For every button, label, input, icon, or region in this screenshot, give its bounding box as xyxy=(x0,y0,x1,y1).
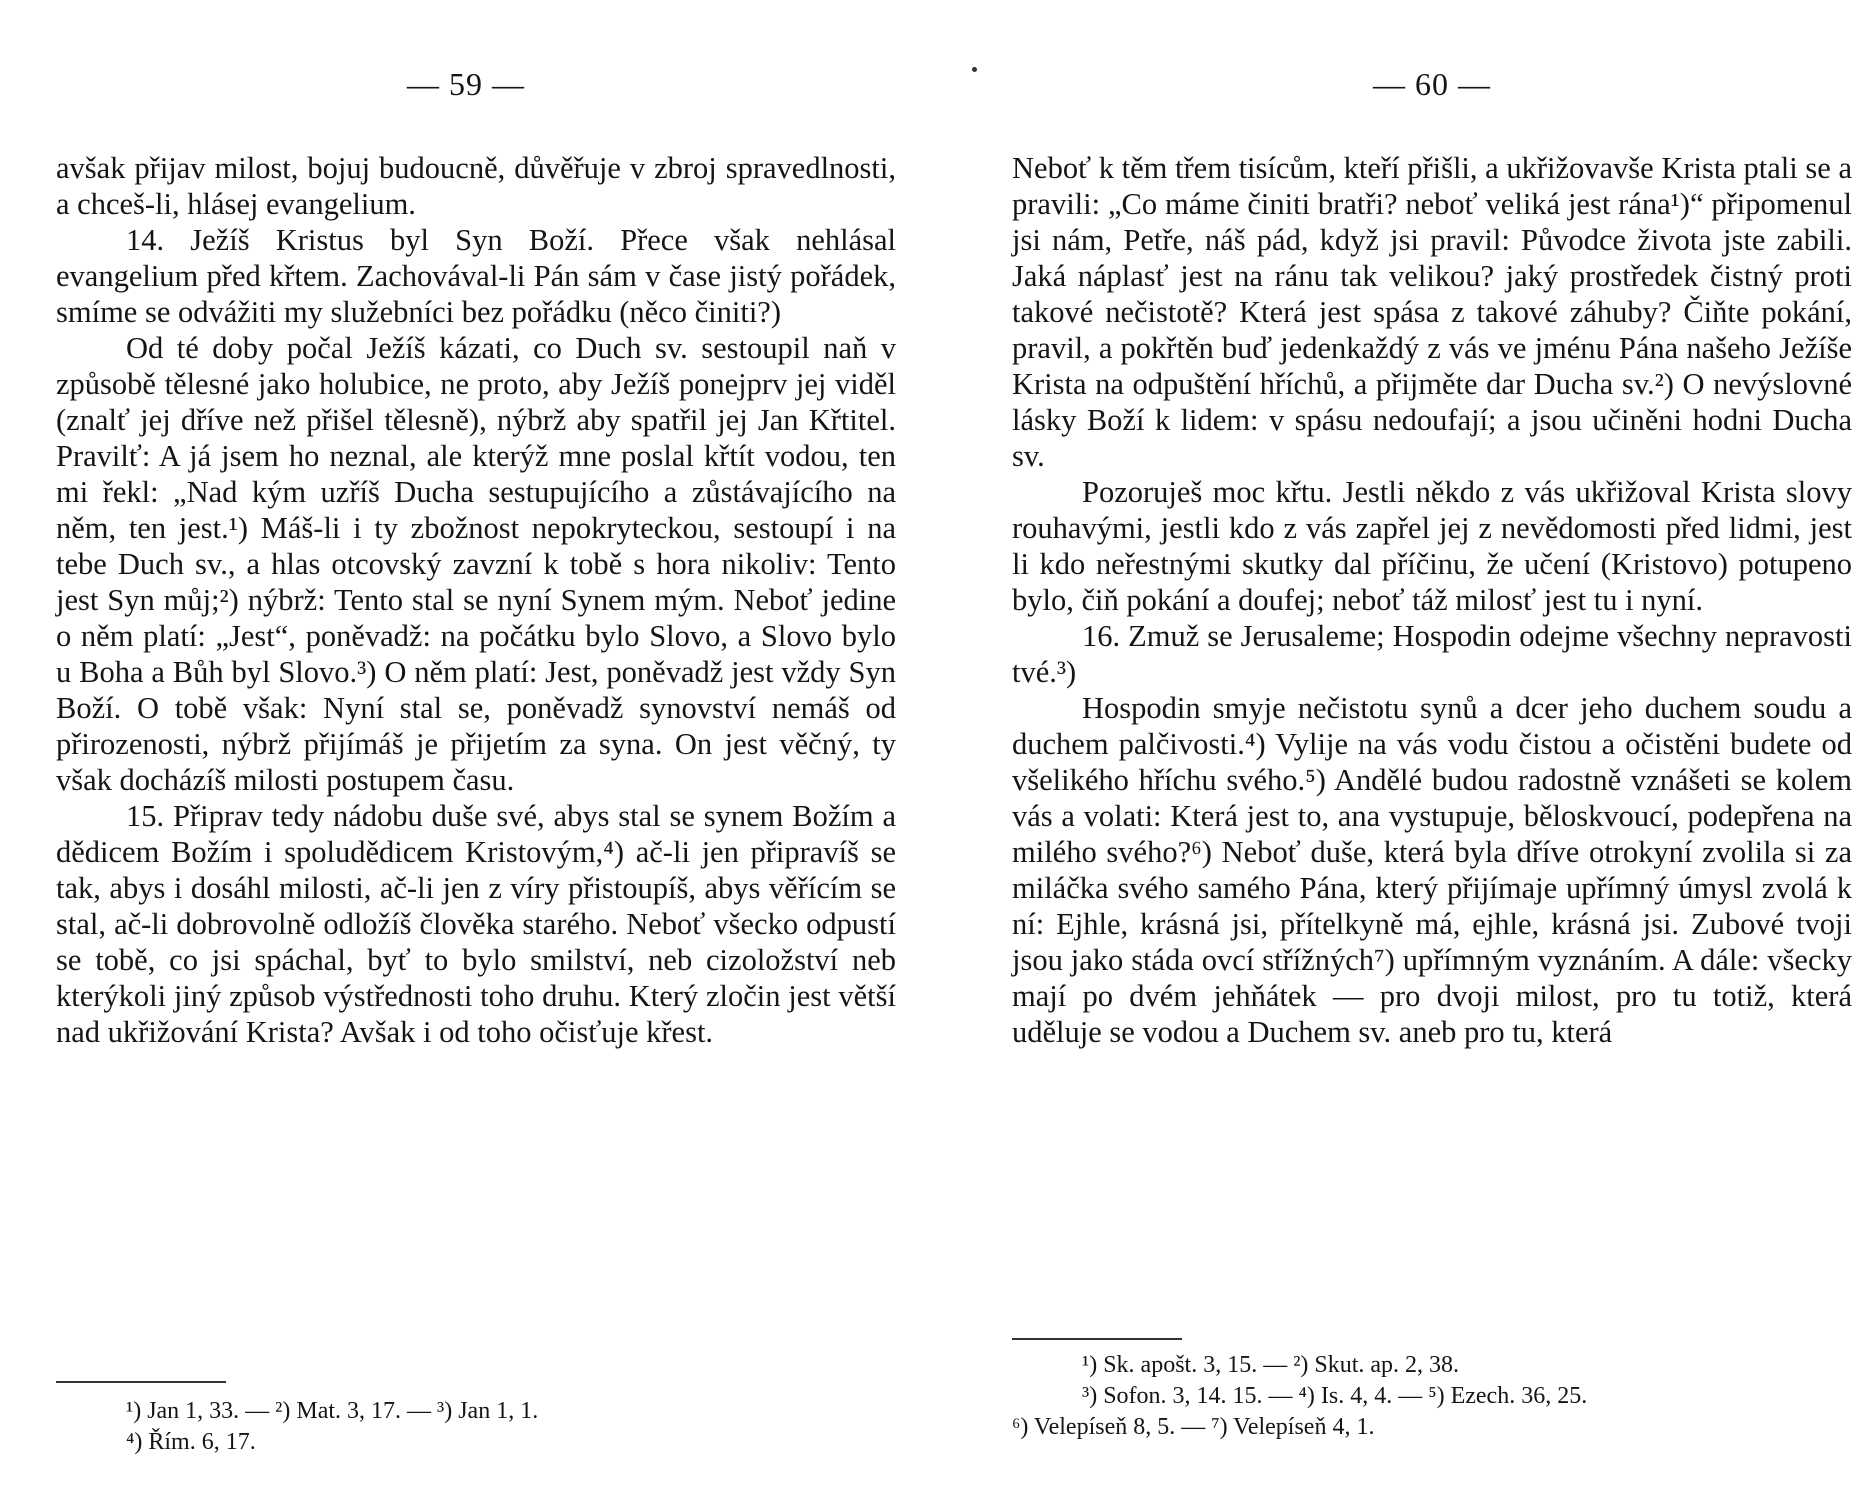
paragraph: avšak přijav milost, bojuj budoucně, důvěřuje v zbroj spravedlnosti, a chceš-li, hlásej evangelium. xyxy=(56,151,896,221)
footnote-line: ⁶) Velepíseň 8, 5. — ⁷) Velepíseň 4, 1. xyxy=(1012,1414,1375,1440)
paragraph: 16. Zmuž se Jerusaleme; Hospodin odejme všechny nepravosti tvé.³) xyxy=(1012,619,1852,689)
right-page xyxy=(1012,0,1852,1500)
footnotes xyxy=(126,1396,896,1458)
footnote-line: ³) Sofon. 3, 14. 15. — ⁴) Is. 4, 4. — ⁵) Ezech. 36, 25. xyxy=(1082,1383,1588,1409)
paragraph: Od té doby počal Ježíš kázati, co Duch sv. sestoupil naň v způsobě tělesné jako holubice, ne proto, aby Ježíš ponejprv jej viděl (znalť jej dříve než přišel tělesně), nýbrž aby spatřil jej Jan Křtitel. Pravilť: A já jsem ho neznal, ale kterýž mne poslal křtít vodou, ten mi řekl: „Nad kým uzříš Ducha sestupujícího a zůstávajícího na něm, ten jest.¹) Máš-li i ty zbožnost nepokryteckou, sestoupí i na tebe Duch sv., a hlas otcovský zavzní k tobě s hora nikoliv: Tento jest Syn můj;²) nýbrž: Tento stal se nyní Synem mým. Neboť jedine o něm platí: „Jest“, poněvadž: na počátku bylo Slovo, a Slovo bylo u Boha a Bůh byl Slovo.³) O něm platí: Jest, poněvadž jest vždy Syn Boží. O tobě však: Nyní stal se, poněvadž synovství nemáš od přirozenosti, nýbrž přijímáš je přijetím za syna. On jest věčný, ty však docházíš milosti postupem času. xyxy=(56,331,896,797)
paragraph: Pozoruješ moc křtu. Jestli někdo z vás ukřižoval Krista slovy rouhavými, jestli kdo z vás zapřel jej z nevědomosti před lidmi, jest li kdo neřestnými skutky dal příčinu, že učení (Kristovo) potupeno bylo, čiň pokání a doufej; neboť táž milosť jest tu i nyní. xyxy=(1012,475,1852,617)
paragraph: 15. Připrav tedy nádobu duše své, abys stal se synem Božím a dědicem Božím i spoludědicem Kristovým,⁴) ač-li jen připravíš se tak, abys i dosáhl milosti, ač-li jen z víry přistoupíš, abys věřícím se stal, ač-li dobrovolně odložíš člověka starého. Neboť všecko odpustí se tobě, co jsi spáchal, byť to bylo smilství, neb cizoložství neb kterýkoli jiný způsob výstřednosti toho druhu. Který zločin jest větší nad ukřižování Krista? Avšak i od toho očisťuje křest. xyxy=(56,799,896,1049)
page-number: — 60 — xyxy=(1373,66,1491,102)
footnote-divider xyxy=(1012,1338,1182,1340)
footnote-line: ⁴) Řím. 6, 17. xyxy=(126,1429,256,1455)
print-speck xyxy=(972,67,977,72)
paragraph: Hospodin smyje nečistotu synů a dcer jeho duchem soudu a duchem palčivosti.⁴) Vylije na vás vodu čistou a očistěni budete od všelikého hříchu svého.⁵) Andělé budou radostně vznášeti se kolem vás a volati: Která jest to, ana vystupuje, běloskvoucí, podepřena na milého svého?⁶) Neboť duše, která byla dříve otrokyní zvolila si za miláčka svého samého Pána, který přijímaje upřímný úmysl zvolá k ní: Ejhle, krásná jsi, přítelkyně má, ejhle, krásná jsi. Zubové tvoji jsou jako stáda ovcí střížných⁷) upřímným vyznáním. A dále: všecky mají po dvém jehňátek — pro dvoji milost, pro tu totiž, která uděluje se vodou a Duchem sv. aneb pro tu, která xyxy=(1012,691,1852,1049)
footnote-line: ¹) Jan 1, 33. — ²) Mat. 3, 17. — ³) Jan 1, 1. xyxy=(126,1398,539,1424)
footnotes xyxy=(1012,1350,1852,1443)
page-number: — 59 — xyxy=(407,66,525,102)
page-body xyxy=(1012,150,1852,1050)
left-page xyxy=(56,0,896,1500)
page-body xyxy=(56,150,896,1050)
paragraph: Neboť k těm třem tisícům, kteří přišli, a ukřižovavše Krista ptali se a pravili: „Co máme činiti bratři? neboť veliká jest rána¹)“ připomenul jsi nám, Petře, náš pád, když jsi pravil: Původce života jste zabili. Jaká náplasť jest na ránu tak velikou? jaký prostředek čistný proti takové nečistotě? Která jest spása z takové záhuby? Čiňte pokání, pravil, a pokřtěn buď jedenkaždý z vás ve jménu Pána našeho Ježíše Krista na odpuštění hříchů, a přijměte dar Ducha sv.²) O nevýslovné lásky Boží k lidem: v spásu nedoufají; a jsou učiněni hodni Ducha sv. xyxy=(1012,151,1852,473)
footnote-line: ¹) Sk. apošt. 3, 15. — ²) Skut. ap. 2, 38. xyxy=(1082,1352,1460,1378)
paragraph: 14. Ježíš Kristus byl Syn Boží. Přece však nehlásal evangelium před křtem. Zachovával-li Pán sám v čase jistý pořádek, smíme se odvážiti my služebníci bez pořádku (něco činiti?) xyxy=(56,223,896,329)
footnote-divider xyxy=(56,1381,226,1383)
